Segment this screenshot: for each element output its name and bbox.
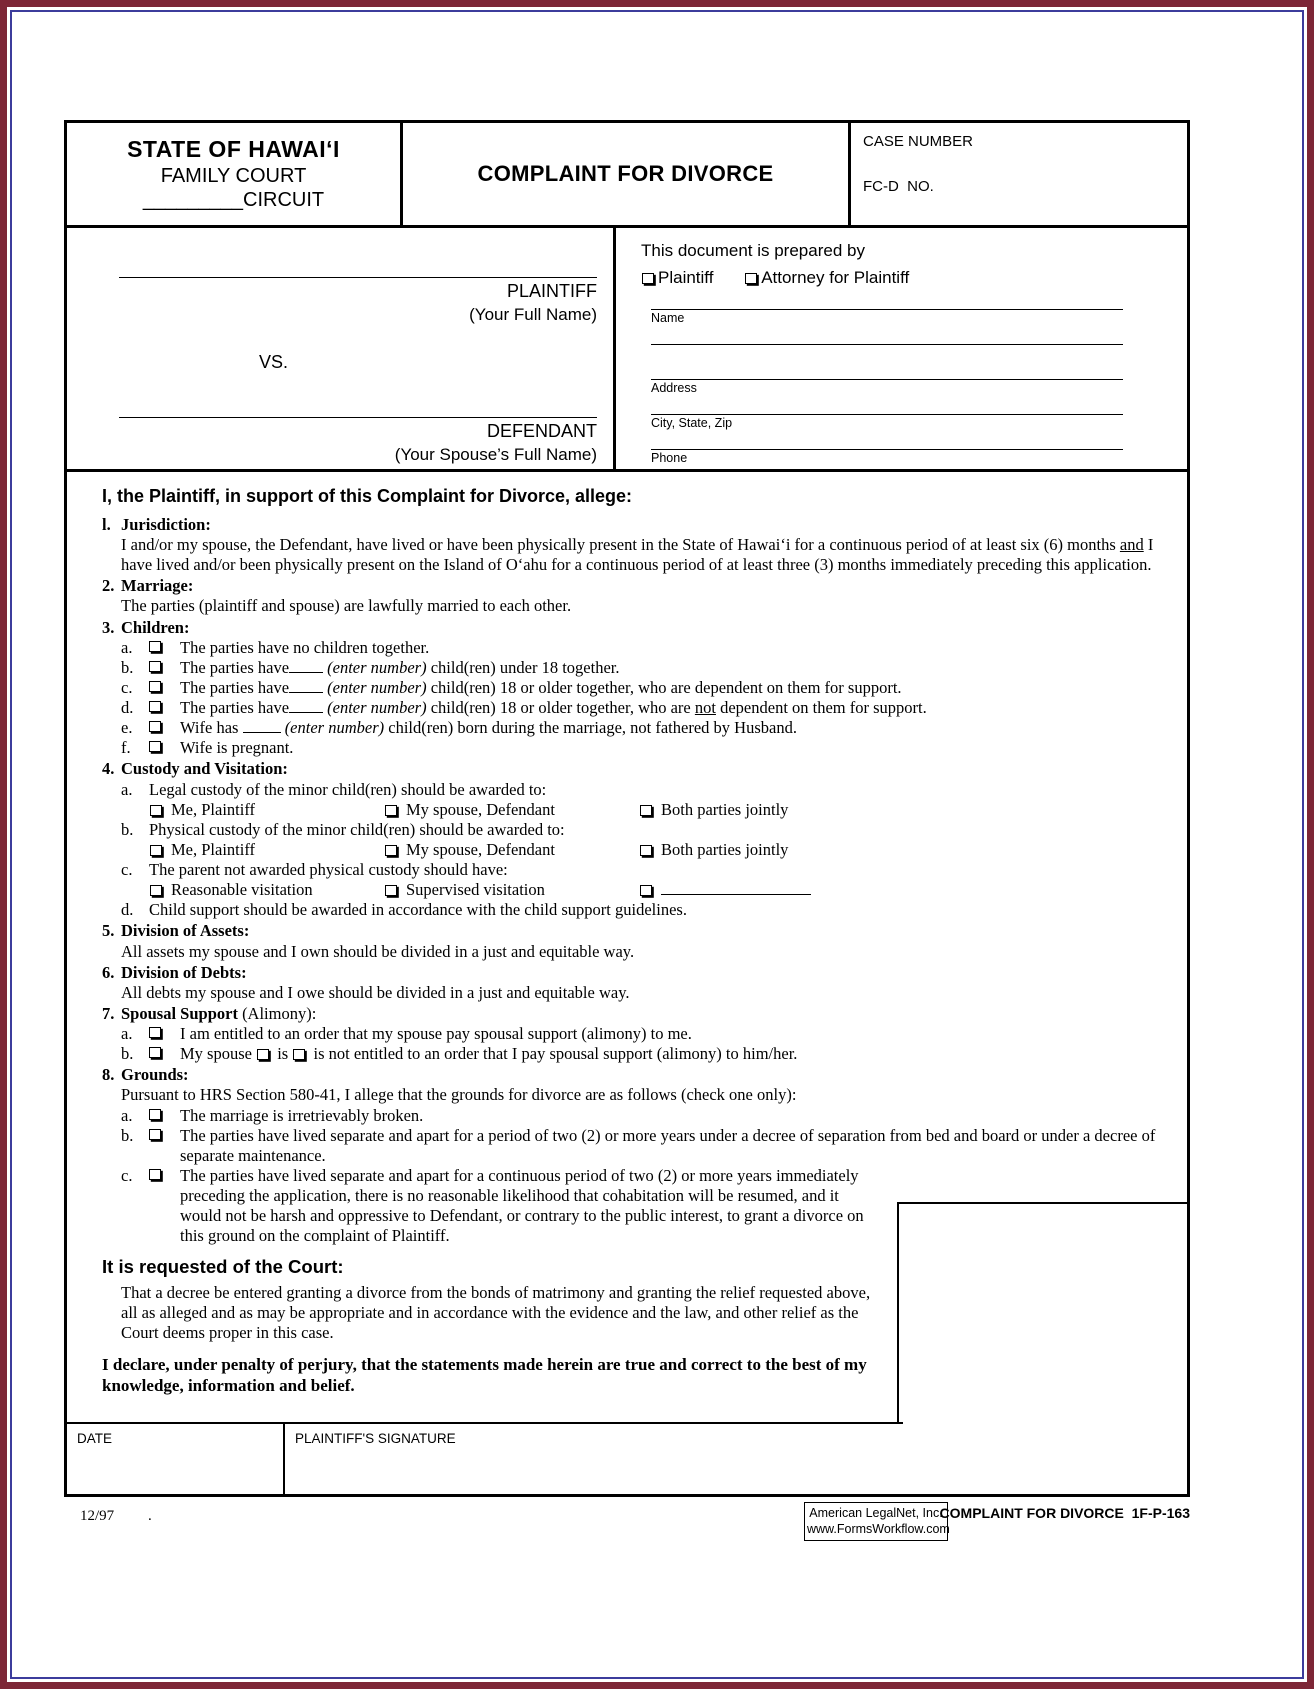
list-item: [121, 738, 1163, 758]
item-letter: a.: [121, 779, 133, 799]
form-title: COMPLAINT FOR DIVORCE: [403, 123, 851, 225]
checkbox-icon[interactable]: [640, 885, 652, 896]
signature-cell[interactable]: [285, 1424, 903, 1494]
circuit-label: CIRCUIT: [243, 189, 325, 211]
list-item: [121, 780, 1163, 800]
section-number: 5.: [102, 921, 115, 941]
section-number: 8.: [102, 1065, 115, 1085]
item-letter: b.: [121, 657, 134, 677]
checkbox-icon[interactable]: [640, 845, 652, 856]
text-segment: Pursuant to HRS Section 580-41, I allege that the grounds for divorce are as follows (check one only):: [121, 1085, 797, 1105]
circuit-blank[interactable]: _________: [142, 189, 243, 211]
list-item: [121, 1044, 1163, 1064]
revision-date: 12/97: [80, 1508, 115, 1524]
item-text: [180, 718, 1163, 738]
checkbox-icon[interactable]: [149, 1027, 161, 1038]
text-segment: (enter number): [327, 698, 427, 718]
phone-field-label: Phone: [651, 451, 688, 465]
court-state: STATE OF HAWAI‘I: [127, 136, 340, 162]
defendant-name-line[interactable]: [119, 412, 597, 418]
section-heading: [102, 921, 1163, 941]
section-title: Jurisdiction:: [121, 514, 211, 534]
checkbox-icon[interactable]: [149, 1109, 161, 1120]
signature-label: PLAINTIFF'S SIGNATURE: [295, 1431, 456, 1446]
text-segment: child(ren) 18 or older together, who are dependent on them for support.: [426, 677, 902, 697]
form-body: [64, 472, 1190, 1497]
fill-blank[interactable]: [289, 699, 323, 713]
item-text: [149, 780, 1163, 800]
text-segment: My spouse: [180, 1044, 257, 1064]
checkbox-icon[interactable]: [150, 885, 162, 896]
section-title: Marriage:: [121, 576, 194, 596]
plaintiff-name-line[interactable]: [119, 272, 597, 278]
item-text: [149, 900, 1163, 920]
item-text: [180, 738, 1163, 758]
text-segment: (enter number): [327, 677, 427, 697]
section-heading: [102, 618, 1163, 638]
text-segment: The parties have: [180, 677, 290, 697]
parties-block: [67, 228, 613, 469]
text-segment: dependent on them for support.: [715, 698, 927, 718]
defendant-block: [119, 412, 597, 465]
text-segment: The parties have: [180, 698, 290, 718]
item-text: [180, 1126, 1163, 1166]
case-number-block: [851, 123, 1187, 225]
text-segment: The parent not awarded physical custody should have:: [149, 860, 508, 880]
item-letter: a.: [121, 1105, 133, 1125]
form-section-5: [102, 921, 1163, 961]
option-label: Attorney for Plaintiff: [761, 268, 910, 287]
prepared-by-attorney-option[interactable]: [744, 268, 909, 287]
fill-blank[interactable]: [661, 881, 811, 895]
list-item: [121, 718, 1163, 738]
list-item: [121, 658, 1163, 678]
text-segment: not: [694, 698, 716, 718]
text-segment: child(ren) under 18 together.: [426, 657, 620, 677]
text-segment: Physical custody of the minor child(ren) should be awarded to:: [149, 819, 565, 839]
text-segment: The parties have: [180, 657, 290, 677]
signature-table: [67, 1422, 903, 1494]
text-segment: Both parties jointly: [661, 839, 789, 859]
section-heading: [102, 963, 1163, 983]
section-paragraph: [121, 535, 1163, 575]
list-item: [121, 1126, 1163, 1166]
text-segment: Wife is pregnant.: [180, 738, 294, 758]
section-heading: [102, 1065, 1163, 1085]
item-letter: c.: [121, 1165, 133, 1185]
plaintiff-hint: (Your Full Name): [469, 305, 597, 324]
case-number-label: CASE NUMBER: [863, 133, 974, 150]
list-item: [121, 860, 1163, 880]
name-field-2: [641, 329, 1187, 361]
list-item: [121, 1024, 1163, 1044]
address-field-label: Address: [651, 381, 697, 395]
parties-band: [64, 228, 1190, 472]
form-section-2: [102, 576, 1163, 616]
body-sections: [102, 515, 1163, 1247]
item-text: [180, 638, 1163, 658]
option-row: [149, 880, 1163, 900]
list-item: [121, 820, 1163, 840]
section-heading: [102, 1004, 1163, 1024]
list-item: [121, 638, 1163, 658]
legalnet-stamp: [804, 1502, 948, 1541]
option-label: Plaintiff: [658, 268, 714, 287]
text-segment: The parties have lived separate and apart for a period of two (2) or more years under a decree of separation from bed and board or under a decree of separate maintenance.: [180, 1125, 1156, 1165]
section-paragraph: [121, 942, 1163, 962]
name-field: [641, 288, 1187, 326]
text-segment: My spouse, Defendant: [406, 839, 555, 859]
checkbox-icon[interactable]: [385, 885, 397, 896]
request-heading: It is requested of the Court:: [102, 1256, 344, 1278]
text-segment: My spouse, Defendant: [406, 799, 555, 819]
text-segment: Reasonable visitation: [171, 880, 313, 900]
item-text: [149, 860, 1163, 880]
court-name: FAMILY COURT: [160, 165, 307, 187]
text-segment: All assets my spouse and I own should be divided in a just and equitable way.: [121, 941, 635, 961]
checkbox-icon[interactable]: [149, 741, 161, 752]
section-heading: [102, 576, 1163, 596]
form-section-1: [102, 515, 1163, 575]
section-paragraph: [121, 596, 1163, 616]
text-segment: I and/or my spouse, the Defendant, have lived or have been physically present in the State of Hawai‘i for a continuous period of at least six (6) months: [121, 535, 1120, 555]
court-block: [67, 123, 403, 225]
text-segment: The parties have lived separate and apart for a continuous period of two (2) or more years immediately preceding the application, there is no reasonable likelihood that cohabitation will be resumed, and it would not be harsh and oppressive to Defendant, or contrary to the public interest, to grant a divorce on this ground on the complaint of Plaintiff.: [180, 1165, 864, 1246]
prepared-by-block: [613, 228, 1187, 469]
list-item: [121, 1106, 1163, 1126]
option[interactable]: [639, 880, 1163, 900]
text-segment: (enter number): [284, 718, 385, 738]
vs-label: VS.: [259, 352, 289, 372]
circuit-line: [67, 189, 400, 212]
text-segment: I am entitled to an order that my spouse pay spousal support (alimony) to me.: [180, 1024, 692, 1044]
address-field-line[interactable]: [651, 364, 1123, 380]
section-title: Division of Debts:: [121, 962, 247, 982]
option[interactable]: [639, 840, 1163, 860]
item-letter: c.: [121, 677, 133, 697]
section-heading: [102, 759, 1163, 779]
checkbox-icon[interactable]: [150, 845, 162, 856]
checkbox-icon[interactable]: [149, 1047, 161, 1058]
section-number: 6.: [102, 962, 115, 982]
checkbox-icon[interactable]: [385, 805, 397, 816]
name-field-label: Name: [651, 311, 685, 325]
date-cell[interactable]: [67, 1424, 285, 1494]
option[interactable]: [149, 880, 384, 900]
text-segment: and: [1119, 535, 1144, 555]
checkbox-icon[interactable]: [149, 681, 161, 692]
item-text: [180, 1044, 1163, 1064]
list-item: [121, 678, 1163, 698]
footer-dot: .: [148, 1508, 152, 1524]
section-title: Custody and Visitation:: [121, 759, 288, 779]
form-section-6: [102, 963, 1163, 1003]
item-letter: d.: [121, 900, 134, 920]
checkbox-icon[interactable]: [642, 273, 654, 284]
item-letter: d.: [121, 698, 134, 718]
item-text: [180, 1106, 1163, 1126]
stamp-box: [897, 1202, 1187, 1494]
section-number: 4.: [102, 759, 115, 779]
section-number: l.: [102, 514, 111, 534]
text-segment: Both parties jointly: [661, 799, 789, 819]
plaintiff-block: [119, 272, 597, 325]
fill-blank[interactable]: [289, 659, 323, 673]
fill-blank[interactable]: [289, 679, 323, 693]
checkbox-icon[interactable]: [149, 1169, 161, 1180]
checkbox-icon[interactable]: [150, 805, 162, 816]
section-title: Division of Assets:: [121, 921, 250, 941]
checkbox-icon[interactable]: [149, 641, 161, 652]
item-letter: f.: [121, 738, 131, 758]
page-footer: [64, 1502, 1190, 1550]
section-number: 7.: [102, 1003, 115, 1023]
city-state-zip-label: City, State, Zip: [651, 416, 733, 430]
name-field-label-2: [651, 346, 1187, 361]
section-paragraph: [121, 983, 1163, 1003]
text-segment: Me, Plaintiff: [171, 839, 256, 859]
option[interactable]: [149, 840, 384, 860]
checkbox-icon[interactable]: [745, 273, 757, 284]
section-number: 2.: [102, 576, 115, 596]
item-text: [180, 658, 1163, 678]
text-segment: All debts my spouse and I owe should be divided in a just and equitable way.: [121, 982, 630, 1002]
checkbox-icon[interactable]: [293, 1049, 305, 1060]
form-id: COMPLAINT FOR DIVORCE 1F-P-163: [939, 1505, 1190, 1521]
list-item: [121, 698, 1163, 718]
divorce-complaint-form: [64, 120, 1190, 1497]
plaintiff-label: PLAINTIFF: [506, 281, 597, 301]
option-row: [149, 840, 1163, 860]
text-segment: Supervised visitation: [406, 880, 545, 900]
text-segment: is: [273, 1044, 293, 1064]
perjury-declaration: I declare, under penalty of perjury, that the statements made herein are true and correct to the best of my knowledge, information and belief.: [102, 1355, 867, 1396]
form-section-4: [102, 759, 1163, 920]
fill-blank[interactable]: [243, 719, 281, 733]
checkbox-icon[interactable]: [149, 701, 161, 712]
option[interactable]: [384, 880, 639, 900]
option[interactable]: [639, 800, 1163, 820]
text-segment: Me, Plaintiff: [171, 799, 256, 819]
section-heading: [102, 515, 1163, 535]
section-title-suffix: (Alimony):: [237, 1003, 317, 1023]
phone-field-line[interactable]: [651, 434, 1123, 450]
section-title: Grounds:: [121, 1065, 189, 1085]
option[interactable]: [149, 800, 384, 820]
name-field-line-2[interactable]: [651, 329, 1123, 345]
item-text: [149, 820, 1163, 840]
form-section-3: [102, 618, 1163, 759]
prepared-by-plaintiff-option[interactable]: [641, 268, 713, 287]
form-section-7: [102, 1004, 1163, 1064]
address-field: [641, 364, 1187, 396]
name-field-line[interactable]: [651, 288, 1123, 310]
prepared-by-options: [641, 268, 1187, 288]
text-segment: Child support should be awarded in accordance with the child support guidelines.: [149, 900, 687, 920]
checkbox-icon[interactable]: [149, 721, 161, 732]
city-state-zip-line[interactable]: [651, 399, 1123, 415]
checkbox-icon[interactable]: [149, 1129, 161, 1140]
item-letter: b.: [121, 1125, 134, 1145]
case-no-field[interactable]: FC-D NO.: [863, 178, 934, 195]
item-text: [180, 1166, 870, 1247]
option-row: [149, 800, 1163, 820]
section-title: Children:: [121, 617, 190, 637]
item-letter: a.: [121, 637, 133, 657]
section-number: 3.: [102, 617, 115, 637]
item-letter: c.: [121, 860, 133, 880]
item-text: [180, 678, 1163, 698]
text-segment: The marriage is irretrievably broken.: [180, 1105, 424, 1125]
legalnet-url[interactable]: www.FormsWorkflow.com: [807, 1522, 950, 1537]
text-segment: The parties have no children together.: [180, 637, 430, 657]
section-title: Spousal Support: [121, 1003, 238, 1023]
item-text: [180, 1024, 1163, 1044]
prepared-by-heading: This document is prepared by: [641, 241, 865, 260]
list-item: [121, 900, 1163, 920]
legalnet-company: American LegalNet, Inc.: [809, 1506, 943, 1520]
text-segment: is not entitled to an order that I pay spousal support (alimony) to him/her.: [309, 1044, 798, 1064]
item-letter: b.: [121, 1044, 134, 1064]
text-segment: Legal custody of the minor child(ren) should be awarded to:: [149, 779, 547, 799]
item-letter: e.: [121, 718, 133, 738]
text-segment: child(ren) 18 or older together, who are: [426, 698, 695, 718]
option[interactable]: [384, 800, 639, 820]
defendant-label: DEFENDANT: [486, 421, 597, 441]
defendant-hint: (Your Spouse’s Full Name): [394, 445, 597, 464]
text-segment: child(ren) born during the marriage, not fathered by Husband.: [384, 718, 797, 738]
item-text: [180, 698, 1163, 718]
request-paragraph: That a decree be entered granting a divorce from the bonds of matrimony and granting the relief requested above, all as alleged and as may be appropriate and in accordance with the evidence and the law, and other relief as the Court deems proper in this case.: [121, 1283, 871, 1343]
option[interactable]: [384, 840, 639, 860]
phone-field: [641, 434, 1187, 466]
text-segment: The parties (plaintiff and spouse) are lawfully married to each other.: [121, 596, 572, 616]
checkbox-icon[interactable]: [640, 805, 652, 816]
form-header: [64, 120, 1190, 228]
city-state-zip-field: [641, 399, 1187, 431]
allegation-intro: I, the Plaintiff, in support of this Complaint for Divorce, allege:: [102, 486, 633, 506]
text-segment: I have lived and/or been physically present on the Island of O‘ahu for a continuous period of at least three (3) months immediately preceding this application.: [121, 535, 1154, 575]
section-paragraph: [121, 1085, 1163, 1105]
date-label: DATE: [77, 1431, 113, 1446]
checkbox-icon[interactable]: [149, 661, 161, 672]
text-segment: (enter number): [327, 657, 427, 677]
item-letter: b.: [121, 819, 134, 839]
text-segment: Wife has: [180, 718, 243, 738]
checkbox-icon[interactable]: [257, 1049, 269, 1060]
checkbox-icon[interactable]: [385, 845, 397, 856]
item-letter: a.: [121, 1024, 133, 1044]
